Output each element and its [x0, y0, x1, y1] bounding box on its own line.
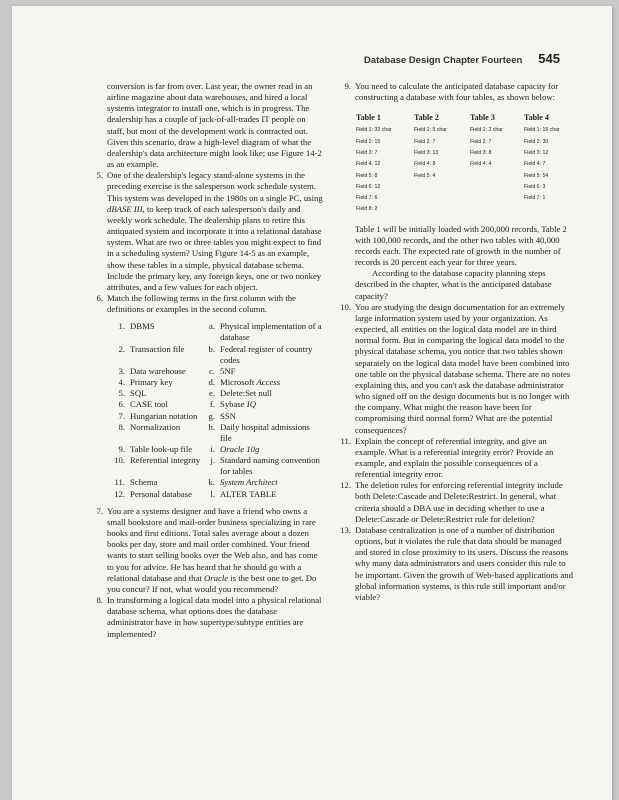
- exercise-9: [338, 81, 573, 103]
- table-cell: [414, 182, 470, 193]
- table-cell: Field 5: 4: [414, 172, 436, 179]
- match-definition: j. Standard naming convention for tables: [210, 455, 320, 477]
- match-term: 3. Data warehouse: [118, 365, 186, 376]
- exercise-number: 12.: [340, 480, 351, 491]
- exercise-text: , to keep track of each salesperson's daily and weekly work schedule. The dealership plans to retire this antiquated system and incorporate it into a relational database system. What are two or three tables you might expect to find in a scheduling system? Using Figure 14-5 as an example, show these tables in a simple, physical database schema. Include the primary key, any foreign keys, one or two nonkey attributes, and a few values for each object.: [107, 203, 322, 292]
- exercise-number: 9.: [344, 81, 351, 91]
- table-cell: Field 3: 8: [470, 149, 492, 156]
- table-cell: Field 1: 5 char: [414, 127, 447, 134]
- exercise-number: 7.: [96, 505, 103, 516]
- table-header: Table 2: [414, 113, 439, 123]
- exercise-text: One of the dealership's legacy stand-alone systems in the preceding exercise is the salesperson work schedule system. This system was developed in the 1980s on a single PC, using: [107, 170, 323, 203]
- left-column: [90, 81, 323, 640]
- exercise-text-italic: Oracle: [203, 572, 229, 583]
- exercise-9-paragraph: Table 1 will be initially loaded with 200,000 records, Table 2 with 100,000 records, and the other two tables with 40,000 records each. The expected rate of growth in the number of records is 20 percent each year for three years.: [355, 223, 567, 268]
- table-header: Table 4: [524, 113, 549, 123]
- match-term: 6. CASE tool: [118, 399, 168, 410]
- table-cell: Field 8: 2: [356, 206, 378, 213]
- exercise-text-italic: dBASE III: [107, 203, 143, 214]
- chapter-title: Database Design Chapter Fourteen: [363, 55, 523, 66]
- match-definition: d. Microsoft Access: [208, 377, 281, 388]
- exercise-7: [90, 506, 323, 595]
- exercise-number: 11.: [340, 435, 351, 446]
- exercise-text: You are a systems designer and have a friend who owns a small bookstore and mail-order business specializing in rare books and first editions. Total sales average about a dozen books per day, store and mail order combined. Your friend wants to start selling books over the Web also, and has come to you for advice. He has heard that he should go with a relational database and that: [107, 505, 318, 583]
- exercise-6: [90, 293, 323, 315]
- exercise-text: You need to calculate the anticipated database capacity for constructing a database with four tables, as shown below:: [355, 81, 559, 103]
- exercise-12: [338, 480, 573, 525]
- exercise-text: Explain the concept of referential integrity, and give an example. What is a referential integrity error? Provide an example, and explain the possible consequences of a referential integrity error.: [355, 435, 554, 480]
- table-cell: Field 1: 2 char: [470, 127, 503, 134]
- table-cell: Field 2: 7: [414, 138, 436, 145]
- match-term: 5. SQL: [118, 388, 147, 399]
- table-cell: [470, 193, 524, 204]
- exercise-10: [338, 302, 573, 436]
- table-cell: Field 3: 13: [414, 149, 439, 156]
- match-definition: i. Oracle 10g: [210, 444, 260, 454]
- table-cell: [414, 204, 470, 215]
- exercise-number: 8.: [96, 595, 103, 606]
- exercise-text: Database centralization is one of a number of distribution options, but it violates the rule that data should be managed and stored in close proximity to its users. Discuss the reasons why many data administrators and users consider this rule to be important. Given the growth of Web-based applications and global information systems, is this rule still important and/or viable?: [355, 524, 573, 602]
- table-cell: Field 5: 54: [524, 172, 549, 179]
- table-cell: Field 4: 4: [470, 161, 492, 168]
- table-cell: Field 4: 12: [356, 161, 381, 168]
- match-term: 4. Primary key: [118, 377, 173, 388]
- exercise-number: 10.: [340, 301, 351, 312]
- exercise-4-continued: conversion is far from over. Last year, the owner read in an airline magazine about data warehouses, and hired a local systems integrator to install one, which is in progress. The dealership has a couple of jack-of-all-trades IT people on staff, but most of the development work is contracted out. Given this scenario, draw a high-level diagram of what the dealership's data architecture might look like; use Figure 14-2 as an example.: [107, 81, 322, 170]
- exercise-text: You are studying the design documentation for an extremely large information system used by your organization. As expected, all entities on the logical data model are in third normal form. But in comparing the logical data model to the physical database schema, you notice that two tables shown separately on the logical data model have been combined into one table on the physical database schema. There are no notes explaining this, and you can't ask the database administrator who signed off on the design documents but is no longer with the company. What might the reason have been for compromising third normal form? What are the potential consequences?: [355, 301, 571, 435]
- exercise-number: 5.: [96, 170, 103, 181]
- exercise-text: Match the following terms in the first column with the definitions or examples in the second column.: [107, 292, 296, 315]
- exercise-13: [338, 525, 573, 603]
- match-term: 12. Personal database: [114, 488, 192, 499]
- exercise-9-question: According to the database capacity planning steps described in the chapter, what is the anticipated database capacity?: [355, 268, 552, 301]
- match-term: 10. Referential integrity: [114, 455, 201, 466]
- exercise-5: [90, 170, 323, 293]
- exercise-text: In transforming a logical data model into a physical relational database schema, what options does the database administrator have in how supertype/subtype entities are implemented?: [107, 595, 322, 639]
- table-cell: [470, 204, 524, 215]
- exercise-text: is the best one to get. Do you concur? If not, what would you recommend?: [107, 572, 317, 594]
- table-cell: Field 2: 7: [470, 138, 492, 145]
- match-definition: l. ALTER TABLE: [210, 488, 277, 499]
- match-definition: k. System Architect: [208, 477, 278, 488]
- table-cell: Field 1: 16 char: [524, 127, 560, 134]
- table-cell: [524, 204, 584, 215]
- table-cell: Field 7: 1: [524, 195, 546, 202]
- running-header: [364, 51, 560, 66]
- right-column: [338, 81, 573, 603]
- table-cell: Field 6: 3: [524, 183, 546, 190]
- exercise-8: [90, 595, 323, 640]
- match-term: 8. Normalization: [118, 421, 181, 432]
- table-cell: Field 6: 12: [356, 183, 381, 190]
- table-cell: Field 2: 30: [524, 138, 549, 145]
- match-term: 9. Table look-up file: [118, 444, 193, 454]
- table-cell: [470, 171, 524, 182]
- match-definition: a. Physical implementation of a database: [208, 321, 322, 343]
- match-term: 11. Schema: [114, 477, 158, 488]
- exercise-number: 6.: [96, 292, 103, 303]
- table-cell: [470, 182, 524, 193]
- match-definition: f. Sybase IQ: [209, 399, 256, 410]
- match-term: 1. DBMS: [118, 321, 155, 332]
- match-definition: e. Delete:Set null: [208, 388, 272, 399]
- match-definition: g. SSN: [208, 410, 236, 421]
- book-page: [12, 6, 612, 800]
- table-header: Table 3: [470, 113, 495, 123]
- table-cell: [414, 193, 470, 204]
- table-cell: Field 2: 15: [356, 138, 381, 145]
- page-number: 545: [538, 51, 560, 66]
- table-cell: Field 4: 8: [414, 161, 436, 168]
- match-term: 7. Hungarian notation: [118, 410, 198, 421]
- table-cell: Field 1: 32 char: [356, 127, 392, 134]
- table-header: Table 1: [356, 113, 381, 123]
- match-term: 2. Transaction file: [118, 343, 185, 354]
- match-definition: c. 5NF: [208, 365, 236, 376]
- match-definition: b. Federal register of country codes: [208, 343, 313, 365]
- exercise-11: [338, 436, 573, 481]
- table-cell: Field 5: 8: [356, 172, 378, 179]
- match-definition: h. Daily hospital admissions file: [208, 421, 310, 443]
- matching-grid: [107, 321, 323, 500]
- field-size-table: [356, 111, 573, 215]
- exercise-number: 13.: [340, 524, 351, 535]
- table-cell: Field 4: 7: [524, 161, 546, 168]
- exercise-text: The deletion rules for enforcing referential integrity include both Delete:Cascade and Delete:Restrict. In general, what criteria should a DBA use in deciding whether to use a Delete:Cascade or Delete:Restrict rule for deletion?: [355, 480, 563, 524]
- table-cell: Field 3: 12: [524, 149, 549, 156]
- table-cell: Field 3: 7: [356, 149, 378, 156]
- table-cell: Field 7: 6: [356, 195, 378, 202]
